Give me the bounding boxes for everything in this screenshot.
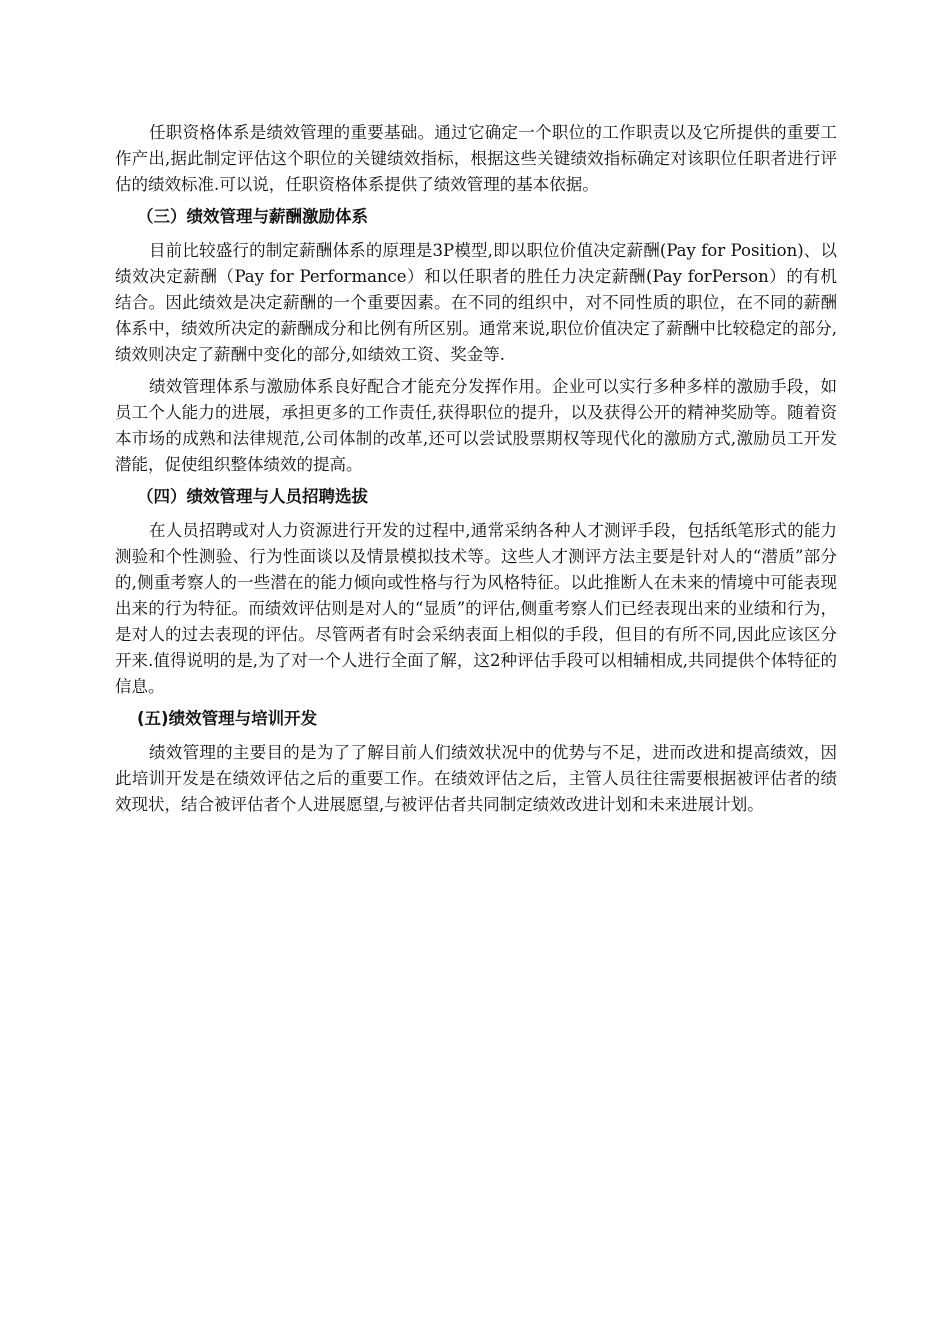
paragraph-talent-assessment: 在人员招聘或对人力资源进行开发的过程中,通常采纳各种人才测评手段，包括纸笔形式的能力测验和个性测验、行为性面谈以及情景模拟技术等。这些人才测评方法主要是针对人的“潜质”部分的,侧重考察人的一些潜在的能力倾向或性格与行为风格特征。以此推断人在未来的情境中可能表现出来的行为特征。而绩效评估则是对人的“显质”的评估,侧重考察人们已经表现出来的业绩和行为，是对人的过去表现的评估。尽管两者有时会采纳表面上相似的手段，但目的有所不同,因此应该区分开来.值得说明的是,为了对一个人进行全面了解，这2种评估手段可以相辅相成,共同提供个体特征的信息。 [115,521,837,696]
paragraph-training-development: 绩效管理的主要目的是为了了解目前人们绩效状况中的优势与不足，进而改进和提高绩效，因此培训开发是在绩效评估之后的重要工作。在绩效评估之后，主管人员往往需要根据被评估者的绩效现状，结合被评估者个人进展愿望,与被评估者共同制定绩效改进计划和未来进展计划。 [115,743,837,814]
section-heading-recruitment: （四）绩效管理与人员招聘选拔 [137,487,368,506]
document-body [115,120,837,824]
paragraph-3p-model: 目前比较盛行的制定薪酬体系的原理是3P模型,即以职位价值决定薪酬(Pay for Position)、以绩效决定薪酬（Pay for Performance）和以任职者的胜任力决定薪酬(Pay forPerson）的有机结合。因此绩效是决定薪酬的一个重要因素。在不同的组织中，对不同性质的职位，在不同的薪酬体系中，绩效所决定的薪酬成分和比例有所区别。通常来说,职位价值决定了薪酬中比较稳定的部分,绩效则决定了薪酬中变化的部分,如绩效工资、奖金等. [115,241,837,364]
section-heading-compensation: （三）绩效管理与薪酬激励体系 [137,207,368,226]
section-heading-training: (五)绩效管理与培训开发 [137,709,318,728]
paragraph-qualification-system: 任职资格体系是绩效管理的重要基础。通过它确定一个职位的工作职责以及它所提供的重要工作产出,据此制定评估这个职位的关键绩效指标，根据这些关键绩效指标确定对该职位任职者进行评估的绩效标准.可以说，任职资格体系提供了绩效管理的基本依据。 [115,123,837,194]
paragraph-incentive-system: 绩效管理体系与激励体系良好配合才能充分发挥作用。企业可以实行多种多样的激励手段，如员工个人能力的进展，承担更多的工作责任,获得职位的提升，以及获得公开的精神奖励等。随着资本市场的成熟和法律规范,公司体制的改革,还可以尝试股票期权等现代化的激励方式,激励员工开发潜能，促使组织整体绩效的提高。 [115,377,837,474]
